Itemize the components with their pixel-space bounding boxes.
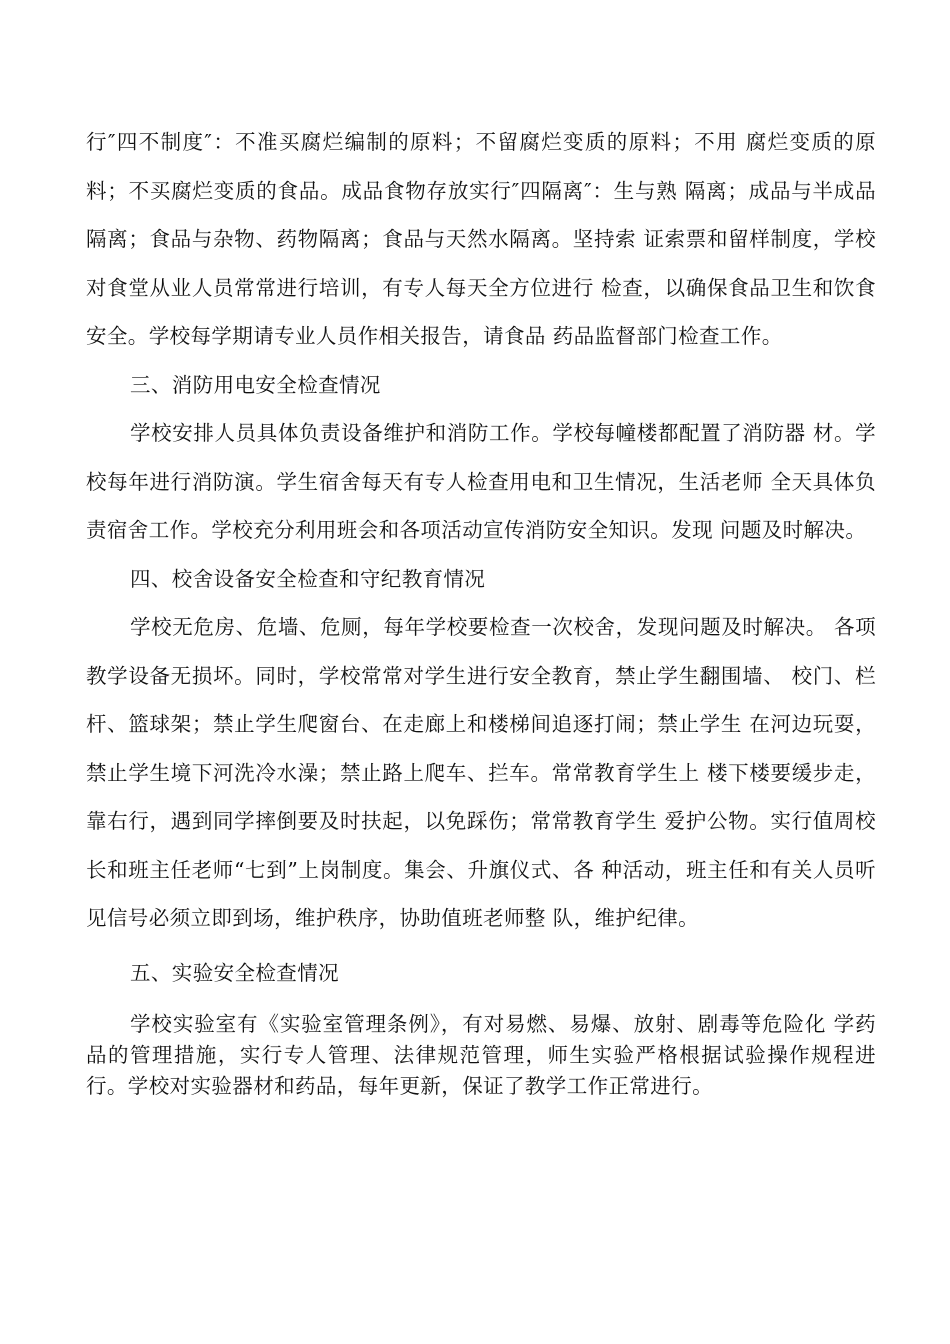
document-page	[86, 118, 876, 1102]
paragraph-food-safety: 行″四不制度″：不准买腐烂编制的原料；不留腐烂变质的原料；不用 腐烂变质的原料；不买腐烂变质的食品。成品食物存放实行″四隔离″：生与熟 隔离；成品与半成品隔离；食品与杂物、药物隔离；食品与天然水隔离。坚持索 证索票和留样制度，学校对食堂从业人员常常进行培训，有专人每天全方位进行 检查，以确保食品卫生和饮食安全。学校每学期请专业人员作相关报告，请食品 药品监督部门检查工作。	[86, 130, 876, 348]
heading-lab-safety: 五、实验安全检查情况	[130, 960, 339, 985]
heading-fire-electric-safety: 三、消防用电安全检查情况	[130, 372, 381, 397]
paragraph-building-discipline: 学校无危房、危墙、危厕，每年学校要检查一次校舍，发现问题及时解决。 各项教学设备无损坏。同时，学校常常对学生进行安全教育，禁止学生翻围墙、 校门、栏杆、篮球架；禁止学生爬窗台、在走廊上和楼梯间追逐打闹；禁止学生 在河边玩耍，禁止学生境下河洗冷水澡；禁止路上爬车、拦车。常常教育学生上 楼下楼要缓步走，靠右行，遇到同学摔倒要及时扶起，以免踩伤；常常教育学生 爱护公物。实行值周校长和班主任老师“七到”上岗制度。集会、升旗仪式、各 种活动，班主任和有关人员听见信号必须立即到场，维护秩序，协助值班老师整 队，维护纪律。	[86, 615, 876, 930]
paragraph-lab-safety: 学校实验室有《实验室管理条例》，有对易燃、易爆、放射、剧毒等危险化 学药品的管理措施，实行专人管理、法律规范管理，师生实验严格根据试验操作规程进行。学校对实验器材和药品，每年更新，保证了教学工作正常进行。	[86, 1012, 876, 1098]
heading-building-discipline: 四、校舍设备安全检查和守纪教育情况	[130, 566, 486, 591]
paragraph-fire-electric-safety: 学校安排人员具体负责设备维护和消防工作。学校每幢楼都配置了消防器 材。学校每年进行消防演。学生宿舍每天有专人检查用电和卫生情况，生活老师 全天具体负责宿舍工作。学校充分利用班会和各项活动宣传消防安全知识。发现 问题及时解决。	[86, 421, 876, 542]
